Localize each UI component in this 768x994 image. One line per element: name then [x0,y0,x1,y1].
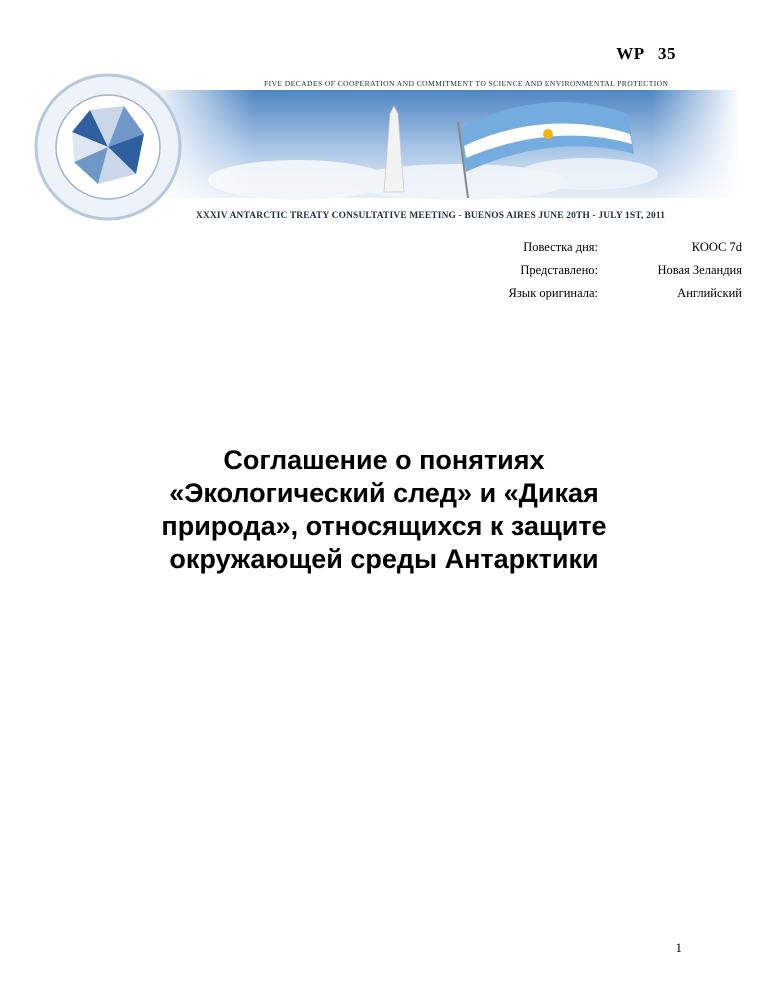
document-title [84,444,684,576]
banner-bottom-text: XXXIV ANTARCTIC TREATY CONSULTATIVE MEETING - BUENOS AIRES JUNE 20TH - JULY 1ST, 2011 [196,211,666,221]
document-metadata [470,236,742,305]
title-line: природа», относящихся к защите [161,511,607,541]
conference-emblem-image [36,75,180,219]
page-number: 1 [675,940,682,955]
meta-row-agenda [470,236,742,259]
meta-label: Повестка дня: [523,240,598,254]
meta-label: Язык оригинала: [508,286,598,300]
banner-top-text: FIVE DECADES OF COOPERATION AND COMMITMENT TO SCIENCE AND ENVIRONMENTAL PROTECTION [264,79,669,88]
meta-value: Английский [677,286,742,300]
meta-value: КООС 7d [691,240,742,254]
title-line: «Экологический след» и «Дикая [169,478,599,508]
meta-label: Представлено: [520,263,598,277]
title-line: Соглашение о понятиях [223,445,545,475]
title-line: окружающей среды Антарктики [169,544,599,574]
meta-value: Новая Зеландия [657,263,742,277]
conference-banner [28,62,740,232]
meta-row-language [470,282,742,305]
meta-row-submitted [470,259,742,282]
document-code: WP 35 [616,44,676,63]
